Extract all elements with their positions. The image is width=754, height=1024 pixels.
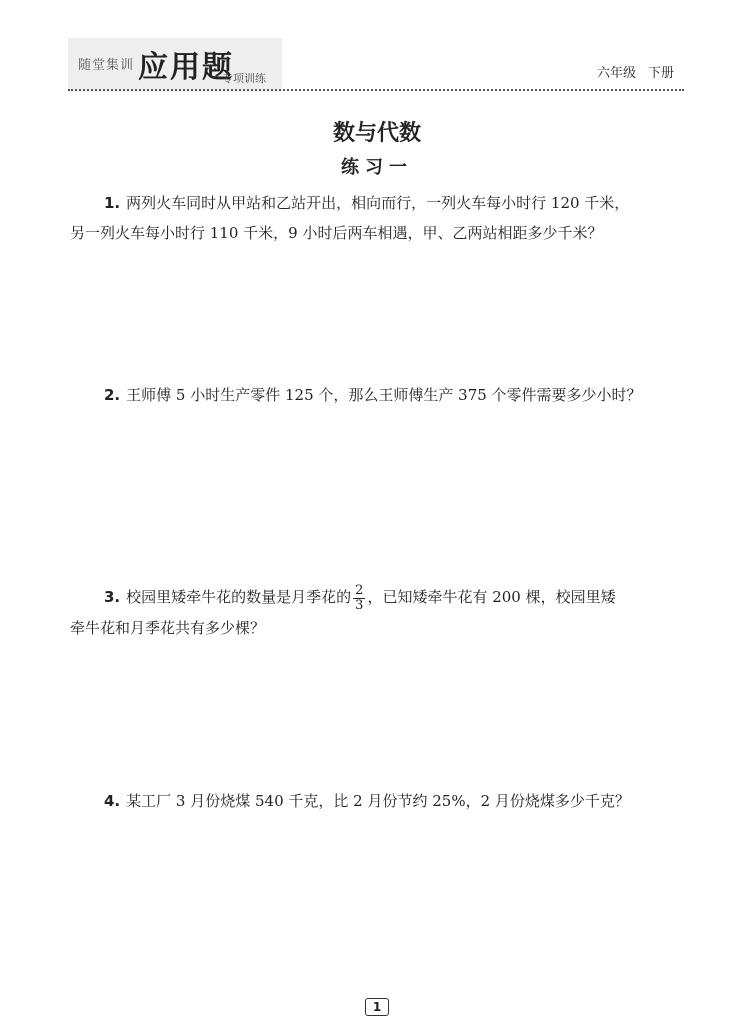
question-text-line1: 王师傅 5 小时生产零件 125 个，那么王师傅生产 375 个零件需要多少小时？ [126, 386, 642, 404]
page-number: 1 [365, 998, 389, 1016]
page-title: 数与代数 [332, 121, 421, 146]
question-text-line2: 牵牛花和月季花共有多少棵？ [70, 618, 266, 637]
question-4 [104, 786, 690, 816]
header-logo [68, 38, 282, 92]
header-grade [597, 62, 674, 81]
volume-label: 下册 [647, 66, 674, 81]
question-number: 1. [104, 194, 121, 212]
question-number: 4. [104, 792, 121, 810]
question-text-part2: ，已知矮牵牛花有 200 棵，校园里矮 [367, 588, 616, 606]
fraction-denominator: 3 [355, 597, 364, 613]
question-text-part1: 校园里矮牵牛花的数量是月季花的 [126, 588, 352, 606]
logo-big-text: 应用题 [138, 50, 234, 85]
question-3 [70, 582, 690, 643]
logo-small-text: 随堂集训 [78, 58, 135, 73]
question-number: 2. [104, 386, 121, 404]
question-text-line1: 某工厂 3 月份烧煤 540 千克，比 2 月份节约 25%，2 月份烧煤多少千克？ [126, 792, 630, 810]
logo-sub-text: 专项训练 [222, 72, 266, 85]
header-divider [68, 89, 684, 91]
question-2 [104, 380, 690, 410]
grade-label: 六年级 [596, 66, 636, 81]
question-text-line2: 另一列火车每小时行 110 千米，9 小时后两车相遇，甲、乙两站相距多少千米？ [70, 224, 603, 242]
question-number: 3. [104, 588, 121, 606]
fraction-numerator: 2 [355, 582, 364, 598]
question-text-line1: 两列火车同时从甲站和乙站开出，相向而行，一列火车每小时行 120 千米， [126, 194, 630, 212]
fraction [353, 584, 365, 613]
question-1 [70, 188, 690, 248]
page-subtitle: 练习一 [341, 157, 413, 178]
